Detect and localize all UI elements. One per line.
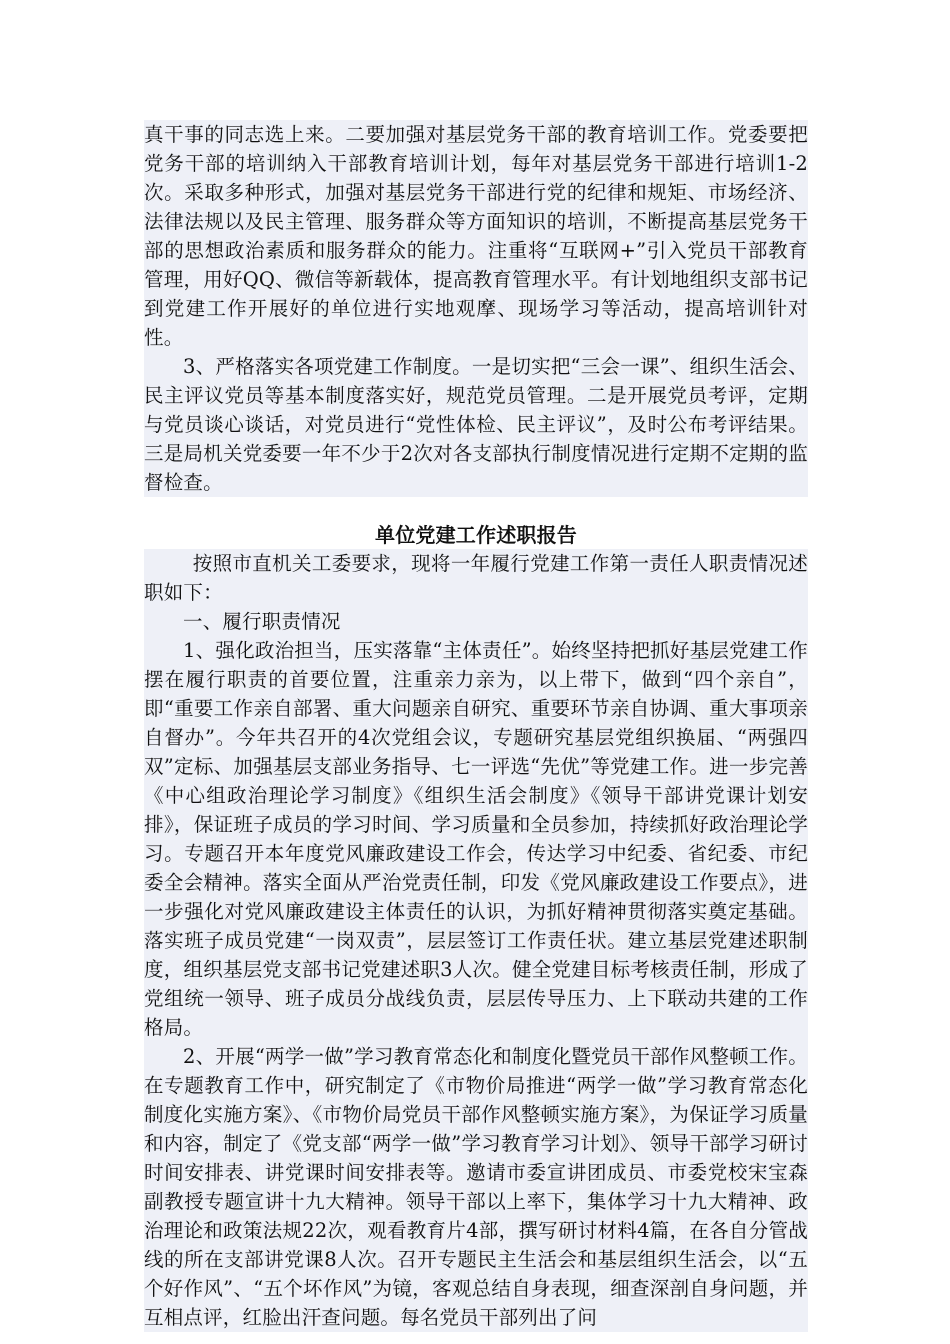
report-body [144,549,808,1332]
paragraph-continued: 真干事的同志选上来。二要加强对基层党务干部的教育培训工作。党委要把党务干部的培训纳入干部教育培训计划，每年对基层党务干部进行培训1-2次。采取多种形式，加强对基层党务干部进行党的纪律和规矩、市场经济、法律法规以及民主管理、服务群众等方面知识的培训，不断提高基层党务干部的思想政治素质和服务群众的能力。注重将“互联网+”引入党员干部教育管理，用好QQ、微信等新载体，提高教育管理水平。有计划地组织支部书记到党建工作开展好的单位进行实地观摩、现场学习等活动，提高培训针对性。 [144,123,808,349]
continued-section [144,120,808,497]
paragraph-item-1: 1、强化政治担当，压实落靠“主体责任”。始终坚持把抓好基层党建工作摆在履行职责的首要位置，注重亲力亲为，以上带下，做到“四个亲自”，即“重要工作亲自部署、重大问题亲自研究、重要环节亲自协调、重大事项亲自督办”。今年共召开的4次党组会议，专题研究基层党组织换届、“两强四双”定标、加强基层支部业务指导、七一评选“先优”等党建工作。进一步完善《中心组政治理论学习制度》《组织生活会制度》《领导干部讲党课计划安排》，保证班子成员的学习时间、学习质量和全员参加，持续抓好政治理论学习。专题召开本年度党风廉政建设工作会，传达学习中纪委、省纪委、市纪委全会精神。落实全面从严治党责任制，印发《党风廉政建设工作要点》，进一步强化对党风廉政建设主体责任的认识，为抓好精神贯彻落实奠定基础。落实班子成员党建“一岗双责”，层层签订工作责任状。建立基层党建述职制度，组织基层党支部书记党建述职3人次。健全党建目标考核责任制，形成了党组统一领导、班子成员分战线负责，层层传导压力、上下联动共建的工作格局。 [144,639,808,1039]
report-title: 单位党建工作述职报告 [144,521,808,549]
paragraph-item-3: 3、严格落实各项党建工作制度。一是切实把“三会一课”、组织生活会、民主评议党员等基本制度落实好，规范党员管理。二是开展党员考评，定期与党员谈心谈话，对党员进行“党性体检、民主评议”，及时公布考评结果。三是局机关党委要一年不少于2次对各支部执行制度情况进行定期不定期的监督检查。 [144,355,808,494]
section-heading: 一、履行职责情况 [183,610,341,633]
document-page [144,120,808,1332]
report-intro: 按照市直机关工委要求，现将一年履行党建工作第一责任人职责情况述职如下： [144,552,808,604]
paragraph-item-2: 2、开展“两学一做”学习教育常态化和制度化暨党员干部作风整顿工作。在专题教育工作中，研究制定了《市物价局推进“两学一做”学习教育常态化制度化实施方案》、《市物价局党员干部作风整顿实施方案》，为保证学习质量和内容，制定了《党支部“两学一做”学习教育学习计划》、领导干部学习研讨时间安排表、讲党课时间安排表等。邀请市委宣讲团成员、市委党校宋宝森副教授专题宣讲十九大精神。领导干部以上率下，集体学习十九大精神、政治理论和政策法规22次，观看教育片4部，撰写研讨材料4篇，在各自分管战线的所在支部讲党课8人次。召开专题民主生活会和基层组织生活会，以“五个好作风”、“五个坏作风”为镜，客观总结自身表现，细查深剖自身问题，并互相点评，红脸出汗查问题。每名党员干部列出了问 [144,1045,808,1329]
